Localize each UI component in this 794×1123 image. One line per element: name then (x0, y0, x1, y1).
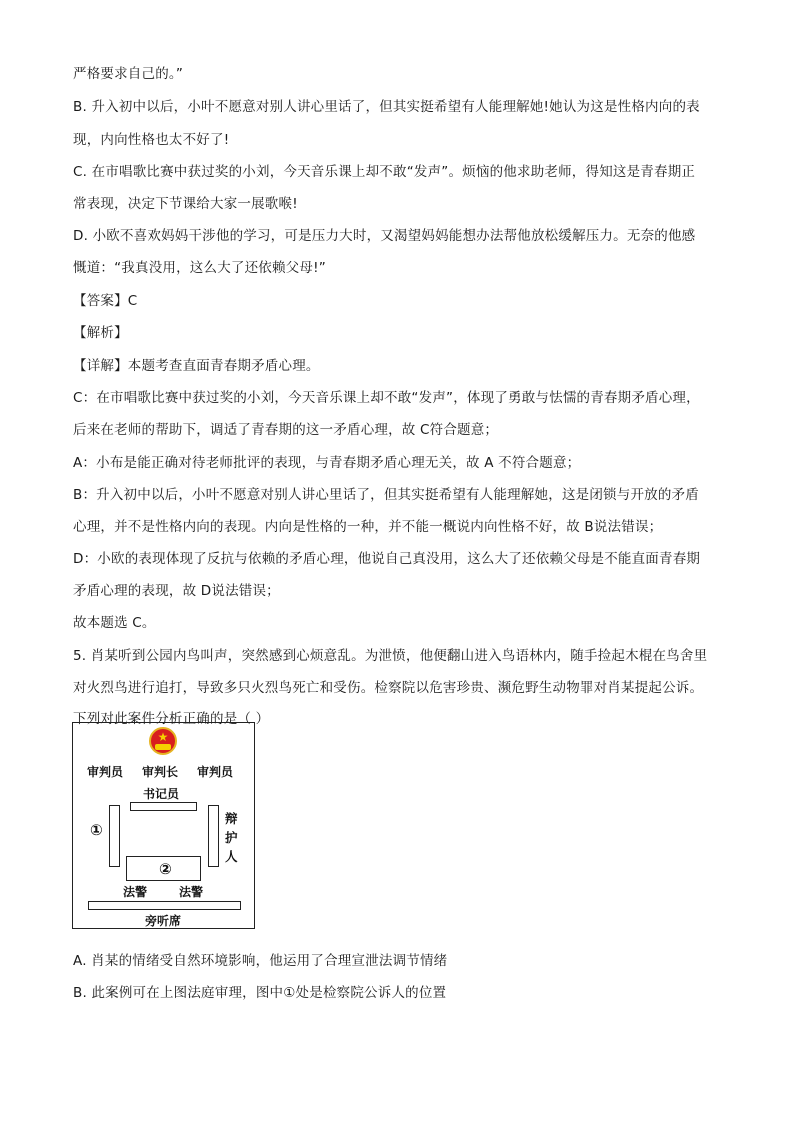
text-line: C：在市唱歌比赛中获过奖的小刘，今天音乐课上却不敢“发声”，体现了勇敢与怯懦的青春期矛盾心理， (73, 390, 700, 406)
bailiff-left-label: 法警 (123, 885, 148, 899)
question-5: 5. 肖某听到公园内鸟叫声，突然感到心烦意乱。为泄愤，他便翻山进入鸟语林内，随手捡起木棍在鸟舍里 (73, 648, 708, 664)
text-line: 对火烈鸟进行追打，导致多只火烈鸟死亡和受伤。检察院以危害珍贵、濒危野生动物罪对肖某提起公诉。 (73, 680, 704, 696)
presiding-judge-label: 审判长 (142, 765, 179, 779)
clerk-label: 书记员 (143, 787, 180, 801)
position-1-marker: ① (90, 821, 103, 839)
option-b: B. 升入初中以后，小叶不愿意对别人讲心里话了，但其实挺希望有人能理解她!她认为这是性格内向的表 (73, 99, 700, 115)
national-emblem-icon: ★ (149, 727, 177, 755)
text-line: 现，内向性格也太不好了! (73, 132, 230, 148)
option-c: C. 在市唱歌比赛中获过奖的小刘，今天音乐课上却不敢“发声”。烦恼的他求助老师，得知这是青春期正 (73, 164, 696, 180)
judge-right-label: 审判员 (197, 765, 234, 779)
text-line: 下列对此案件分析正确的是（ ） (73, 711, 270, 727)
defender-label: 辩护人 (225, 811, 238, 864)
text-line: 慨道：“我真没用，这么大了还依赖父母!” (73, 260, 326, 276)
text-line: 心理，并不是性格内向的表现。内向是性格的一种，并不能一概说内向性格不好，故 B说法错误； (73, 519, 663, 535)
text-line: 后来在老师的帮助下，调适了青春期的这一矛盾心理，故 C符合题意； (73, 422, 499, 438)
option-d: D. 小欧不喜欢妈妈干涉他的学习，可是压力大时，又渴望妈妈能想办法帮他放松缓解压力。无奈的他感 (73, 228, 696, 244)
courtroom-diagram (72, 722, 255, 929)
left-table (109, 805, 120, 867)
option-b: B. 此案例可在上图法庭审理，图中①处是检察院公诉人的位置 (73, 985, 447, 1001)
gallery-bench (88, 901, 241, 910)
bailiff-right-label: 法警 (179, 885, 204, 899)
text-line: 矛盾心理的表现，故 D说法错误； (73, 583, 280, 599)
option-a: A. 肖某的情绪受自然环境影响，他运用了合理宣泄法调节情绪 (73, 953, 448, 969)
text-line: 故本题选 C。 (73, 615, 156, 631)
clerk-desk (130, 802, 197, 811)
answer-label: 【答案】C (73, 293, 138, 309)
position-2-marker: ② (159, 860, 172, 878)
analysis-label: 【解析】 (73, 325, 128, 341)
text-line: 常表现，决定下节课给大家一展歌喉! (73, 196, 298, 212)
text-line: 严格要求自己的。” (73, 66, 184, 82)
text-line: B：升入初中以后，小叶不愿意对别人讲心里话了，但其实挺希望有人能理解她，这是闭锁与开放的矛盾 (73, 487, 699, 503)
judge-left-label: 审判员 (87, 765, 124, 779)
text-line: D：小欧的表现体现了反抗与依赖的矛盾心理，他说自己真没用，这么大了还依赖父母是不能直面青春期 (73, 551, 701, 567)
detail-label: 【详解】本题考查直面青春期矛盾心理。 (73, 358, 320, 374)
gallery-label: 旁听席 (145, 914, 182, 928)
right-table (208, 805, 219, 867)
text-line: A：小布是能正确对待老师批评的表现，与青春期矛盾心理无关，故 A 不符合题意； (73, 455, 581, 471)
